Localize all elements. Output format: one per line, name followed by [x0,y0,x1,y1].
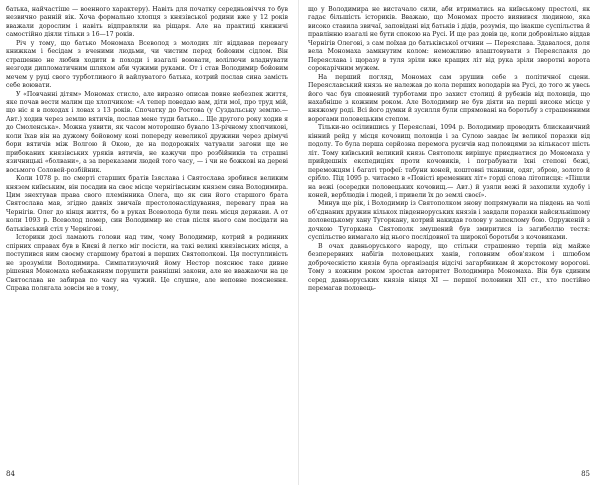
paragraph: В очах давньоруського народу, що стільки страшенно терпів від майже безперервних набігів половецьких ханів, головним обов'язком і шлюбом доброчесністю князів була організація відсічі загарбникам й жорстокому ворогові. Тому з кожним роком зростав авторитет Володимира Мономаха. Він був єдиним серед давньоруських князів кінця XI — першої половини XII ст., хто постійно перемагав половець- [308,242,590,292]
paragraph: Коли 1078 р. по смерті старших братів Ізяслава і Святослава зробився великим князем київським, він посадив на своє місце чернігівським князем сина Володимира. Цим знехтував права свого племінника Олега, що як син його старшого брата Святослава мав, згідно давніх звичаїв престолонаслідування, перевагу прав на Чернігів. Олег до кінця життя, бо в руках Всеволода були пень місця держави. А от коли 1093 р. Всеволод помер, син Володимир не став після нього сам посідати на батьківський стіл у Чернігові. [6,175,288,233]
left-page [6,6,288,478]
paragraph: що у Володимира не вистачало сили, аби втриматись на київському престолі, як гадає більшість істориків. Вважаю, що Мономах просто виявився людиною, яка високо ставила звичаї, заповідані від батьків і дідів, розумія, що інакше суспільства й правлінню взагалі не бути спокою на Русі. И ще раз довів це, коли добровільно віддав Чернігів Олегові, з сам поїхав до батьківської отчини — Переяслава. Здавалося, доля вела Мономаха замкнутим колом: неможливо влаштовувати з Переяславля до Переяслава і щоразу в туля зріли вже кращих літ від рука зріли зворотні ворота сорокарічним мужем. [308,6,590,73]
paragraph: На перший погляд, Мономах сам зрушив себе з політичної сцени. Переяславський князь не належав до кола перших володарів на Русі, до того ж увесь його час був сповнений турботами про захист столиці й рубежів від половців, що нахабніше з кожним роком. Але Володимир не був діяти на перші високе місце у княжому роді. Всі його думки й зусилля були спрямовані на боротьбу з страшенними ворогами половецьким степом. [308,73,590,123]
gutter-divider [298,0,299,485]
paragraph: Історики досі ламають голови над тим, чому Володимир, котрий в родинних спірних справах був в Києві й легко міг посісти, на такі великі князівських місця, а поступився ним своєму старшому братові в перших Святополкові. Ця поступливість не зрозуміли Володимира. Симпатизуючий йому Нестор пояснює таке дивне рішення Мономаха небажанням порушити раннішні закони, але не вважаючи на це Святослава не забирав по часу на чужий. Це слушне, але неповне пояснення. Справа полягала зовсім не в тому, [6,234,288,292]
page-number: 85 [581,470,590,478]
left-page-text [6,6,288,293]
right-page [308,6,590,478]
page-number: 84 [6,470,15,478]
right-page-text [308,6,590,293]
paragraph: Тільки-но осілившись у Переяславі, 1094 р. Володимир проводить блискавичний кінний рейд у місця кочовищ половців і за Сулою завдає їм великої поразки від подолу. То була перша серйозна перемога русичів над половцями за кількасот шість літ. Тому київський великий князь Святополк вирішує приєднатися до Мономаха у прийдешніх експедиціях проти кочовиків, і пограбувати їхні степові бежі, переможцям і багаті трофеї: табуни коней, коштовні тканини, одяг, зброю, золото й срібло. Під 1095 р. читаємо в «Повісті временних літ» горді слова літописця: «Пішли на вежі (осередки половецьких кочовищ.— Авт.) й узяли вежі й захопили худобу і коней, верблюдів і людей, і привели їх до землі своєї». [308,124,590,199]
paragraph: Минув ще рік, і Володимир із Святополком знову попрямували на південь на чолі об'єднаних дружин кількох південноруських князів і завдали поразки найсильнішому половецькому хану Тугоркану, котрий накидав голову у запеклому бою. Одруженій з дочкою Тугоркана Святополк змушений був змиритися із загибеллю тестя: суспільство вимагало від нього послідовної та широкої боротьби з кочовиками. [308,200,590,242]
paragraph: Річ у тому, що батько Мономаха Всеволод з молодих літ віддавав перевагу книжкам і бесідам з вченими людьми, чи чистим перед бойовим сідлом. Він страшенно не любив ходити в походи і взагалі воювати, волілючи владнувати незгоди дипломатичним шляхом аби чужими руками. От і став Володимир бойовим мечем у руці свого турботливого й вайлуватого батька, котрий послав сина замість себе воювати. [6,39,288,90]
paragraph: батька, найчастіше — военного характеру). Навіть для початку середньовіччя то був незвично ранній вік. Хоча формально хлопця з князівської родини вже у 12 років вважали дорослим і навіть відправляли на ріщаря. Але на практиці княжичі самостійно діяли тільки з 16—17 років. [6,6,288,39]
paragraph: У «Повчанні дітям» Мономах стисло, але виразно описав повне небезпек життя, яке почав вести малим ще хлопчиком: «А тепер поведаю вам, діти мої, про труд мій, що ніс я в походах і ловах з 13 років. Спочатку до Ростова (у Суздальську землю.— Авт.) ходив через землю вятичів, послав мене туди батько... Ще другого року ходив я до Смоленська». Можна уявити, як часом моторошно бувало 13-річному хлопчикові, коли їхав він на дужому бойовому коні попереду невеликої дружини через дрімучі бори вятичів між Волгою й Окою, де на подорожніх чатували загони ще не прибоканих князівських уряків вятичів, не кажучи про розбійників та страшні язичницькі «болвани», а за переказами людей того часу, — і чи не божкові на дереві восьмого Соловей-розбійник. [6,90,288,174]
